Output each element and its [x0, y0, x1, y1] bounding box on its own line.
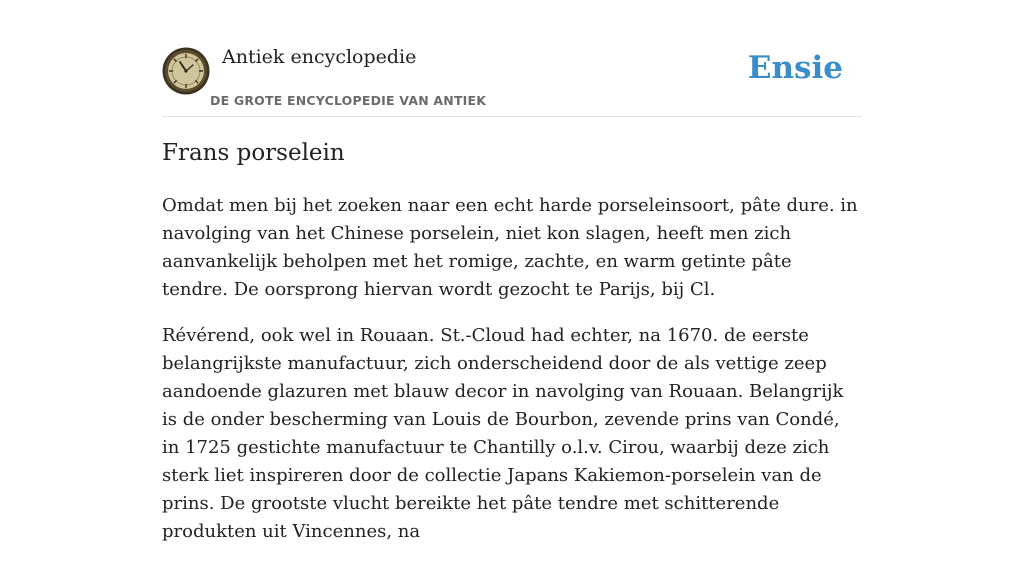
article-paragraph: Révérend, ook wel in Rouaan. St.-Cloud had echter, na 1670. de eerste belangrijkste manufactuur, zich onderscheidend door de als vettige zeep aandoende glazuren met blauw decor in navolging van Rouaan. Belangrijk is de onder bescherming van Louis de Bourbon, zevende prins van Condé, in 1725 gestichte manufactuur te Chantilly o.l.v. Cirou, waarbij deze zich sterk liet inspireren door de collectie Japans Kakiemon-porselein van de prins. De grootste vlucht bereikte het pâte tendre met schitterende produkten uit Vincennes, na [162, 325, 844, 542]
site-tagline: DE GROTE ENCYCLOPEDIE VAN ANTIEK [210, 93, 487, 108]
clock-icon[interactable] [162, 47, 210, 95]
page [162, 0, 862, 542]
article-body [162, 192, 862, 564]
article-paragraph: Omdat men bij het zoeken naar een echt harde porseleinsoort, pâte dure. in navolging van het Chinese porselein, niet kon slagen, heeft men zich aanvankelijk beholpen met het romige, zachte, en warm getinte pâte tendre. De oorsprong hiervan wordt gezocht te Parijs, bij Cl. [162, 195, 858, 300]
site-name[interactable]: Antiek encyclopedie [222, 46, 417, 68]
page-title: Frans porselein [162, 140, 345, 166]
ensie-logo-link[interactable]: Ensie [747, 50, 843, 86]
site-header [162, 0, 862, 117]
